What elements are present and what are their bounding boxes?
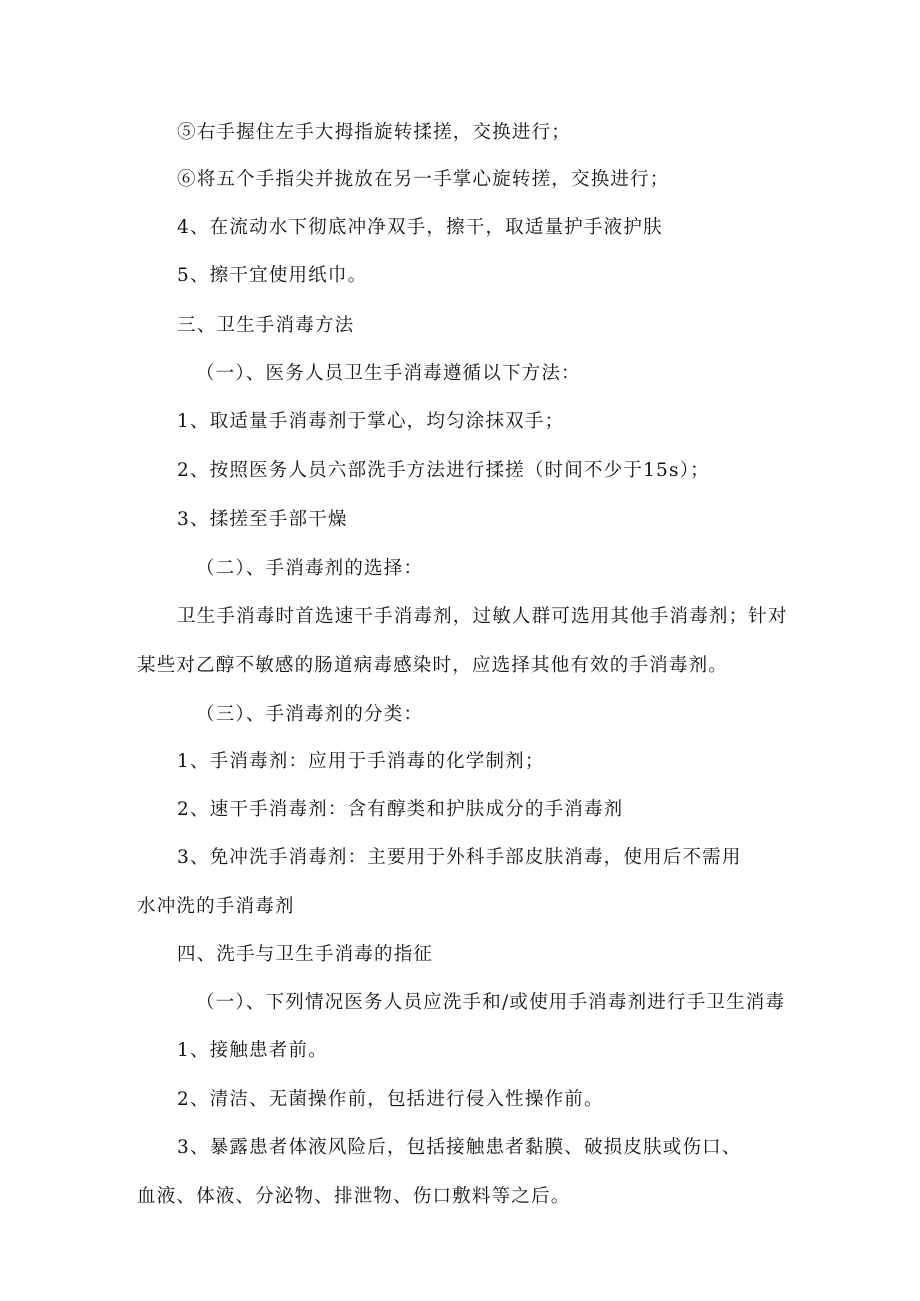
subheading-3-2: （二）、手消毒剂的选择： (196, 558, 424, 579)
text-line-3-3-1: 1、手消毒剂：应用于手消毒的化学制剂； (177, 751, 545, 772)
section-heading-4: 四、洗手与卫生手消毒的指征 (177, 944, 434, 965)
text-line-3-3-3: 3、免冲洗手消毒剂：主要用于外科手部皮肤消毒，使用后不需用 (177, 847, 742, 868)
section-heading-3: 三、卫生手消毒方法 (177, 315, 355, 336)
text-line-3-3-3-continued: 水冲洗的手消毒剂 (137, 896, 295, 917)
text-line-3-3-2: 2、速干手消毒剂：含有醇类和护肤成分的手消毒剂 (177, 799, 624, 820)
text-line-step-6: ⑥将五个手指尖并拢放在另一手掌心旋转搓，交换进行； (177, 169, 670, 190)
text-line-4-1-3: 3、暴露患者体液风险后，包括接触患者黏膜、破损皮肤或伤口、 (177, 1137, 742, 1158)
subheading-3-3: （三）、手消毒剂的分类： (196, 704, 424, 725)
paragraph-line-1: 卫生手消毒时首选速干手消毒剂，过敏人群可选用其他手消毒剂；针对 (177, 606, 788, 627)
text-line-3-1-3: 3、揉搓至手部干燥 (177, 509, 348, 530)
text-line-4-1-2: 2、清洁、无菌操作前，包括进行侵入性操作前。 (177, 1089, 604, 1110)
text-line-4-1-3-continued: 血液、体液、分泌物、排泄物、伤口敷料等之后。 (137, 1186, 571, 1207)
text-line-dry-paper-towel: 5、擦干宜使用纸巾。 (177, 265, 368, 286)
text-line-3-1-1: 1、取适量手消毒剂于掌心，均匀涂抹双手； (177, 411, 565, 432)
paragraph-line-2: 某些对乙醇不敏感的肠道病毒感染时，应选择其他有效的手消毒剂。 (137, 655, 729, 676)
text-line-4-1-1: 1、接触患者前。 (177, 1040, 328, 1061)
text-line-3-1-2: 2、按照医务人员六部洗手方法进行揉搓（时间不少于15s）； (177, 460, 710, 481)
subheading-4-1: （一）、下列情况医务人员应洗手和/或使用手消毒剂进行手卫生消毒 (196, 992, 786, 1013)
text-line-rinse-hands: 4、在流动水下彻底冲净双手，擦干，取适量护手液护肤 (177, 217, 663, 238)
text-line-step-5: ⑤右手握住左手大拇指旋转揉搓，交换进行； (177, 122, 572, 143)
subheading-3-1: （一）、医务人员卫生手消毒遵循以下方法： (196, 363, 581, 384)
